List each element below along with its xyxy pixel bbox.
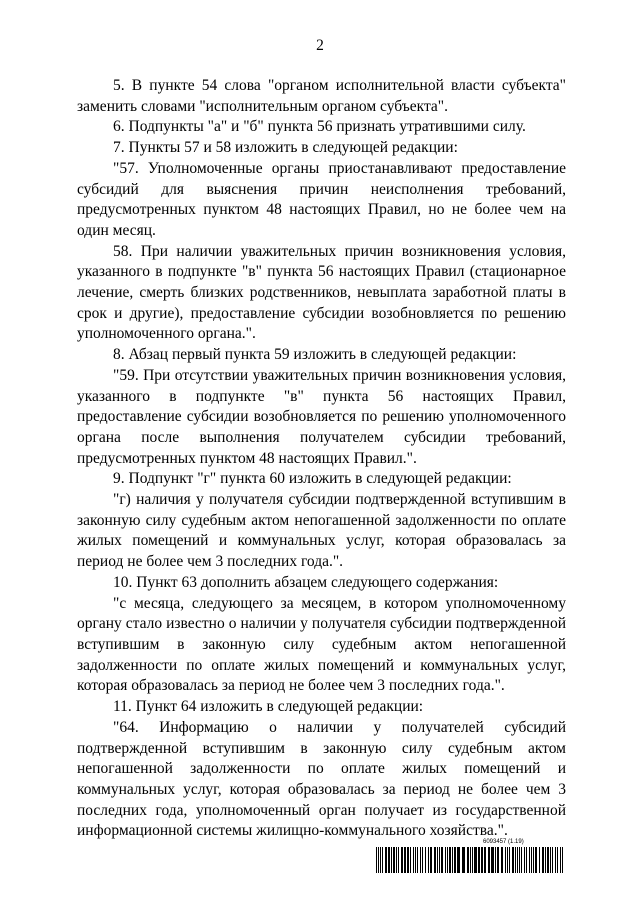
paragraph-quote-57: "57. Уполномоченные органы приостанавливают предоставление субсидий для выяснения причин неисполнения требований, предусмотренных пунктом 48 настоящих Правил, но не более чем на один месяц. bbox=[77, 159, 566, 239]
paragraph-item-10: 10. Пункт 63 дополнить абзацем следующего содержания: bbox=[113, 573, 499, 591]
paragraph-item-11: 11. Пункт 64 изложить в следующей редакции: bbox=[113, 698, 424, 716]
page-number: 2 bbox=[316, 37, 324, 54]
document-body bbox=[77, 76, 566, 842]
paragraph-quote-64: "64. Информацию о наличии у получателей субсидий подтвержденной вступившим в законную силу судебным актом непогашенной задолженности по оплате жилых помещений и коммунальных услуг, которая образовалась за период не более чем 3 последних года, уполномоченный орган получает из государственной информационной системы жилищно-коммунального хозяйства.". bbox=[77, 718, 566, 840]
document-code: 6093457 (1.19) bbox=[483, 839, 524, 845]
paragraph-item-5: 5. В пункте 54 слова "органом исполнительной власти субъекта" заменить словами "исполнительным органом субъекта". bbox=[77, 77, 566, 115]
paragraph-quote-63: "с месяца, следующего за месяцем, в котором уполномоченному органу стало известно о наличии у получателя субсидии подтвержденной вступившим в законную силу судебным актом непогашенной задолженности по оплате жилых помещений и коммунальных услуг, которая образовалась за период не более чем 3 последних года.". bbox=[77, 594, 566, 695]
paragraph-item-8: 8. Абзац первый пункта 59 изложить в следующей редакции: bbox=[113, 346, 517, 364]
paragraph-quote-60g: "г) наличия у получателя субсидии подтвержденной вступившим в законную силу судебным актом непогашенной задолженности по оплате жилых помещений и коммунальных услуг, которая образовалась за период не более чем 3 последних года.". bbox=[77, 491, 566, 571]
paragraph-quote-59: "59. При отсутствии уважительных причин возникновения условия, указанного в подпункте "в" пункта 56 настоящих Правил, предоставление субсидии возобновляется по решению уполномоченного органа после выполнения получателем субсидии требований, предусмотренных пунктом 48 настоящих Правил.". bbox=[77, 366, 566, 467]
paragraph-item-6: 6. Подпункты "а" и "б" пункта 56 признать утратившими силу. bbox=[113, 118, 526, 136]
paragraph-item-9: 9. Подпункт "г" пункта 60 изложить в следующей редакции: bbox=[113, 470, 512, 488]
paragraph-item-7: 7. Пункты 57 и 58 изложить в следующей редакции: bbox=[113, 139, 458, 157]
barcode-image bbox=[376, 847, 564, 873]
paragraph-quote-58: 58. При наличии уважительных причин возникновения условия, указанного в подпункте "в" пункта 56 настоящих Правил (стационарное лечение, смерть близких родственников, невыплата заработной платы в срок и другие), предоставление субсидии возобновляется по решению уполномоченного органа.". bbox=[77, 242, 566, 343]
